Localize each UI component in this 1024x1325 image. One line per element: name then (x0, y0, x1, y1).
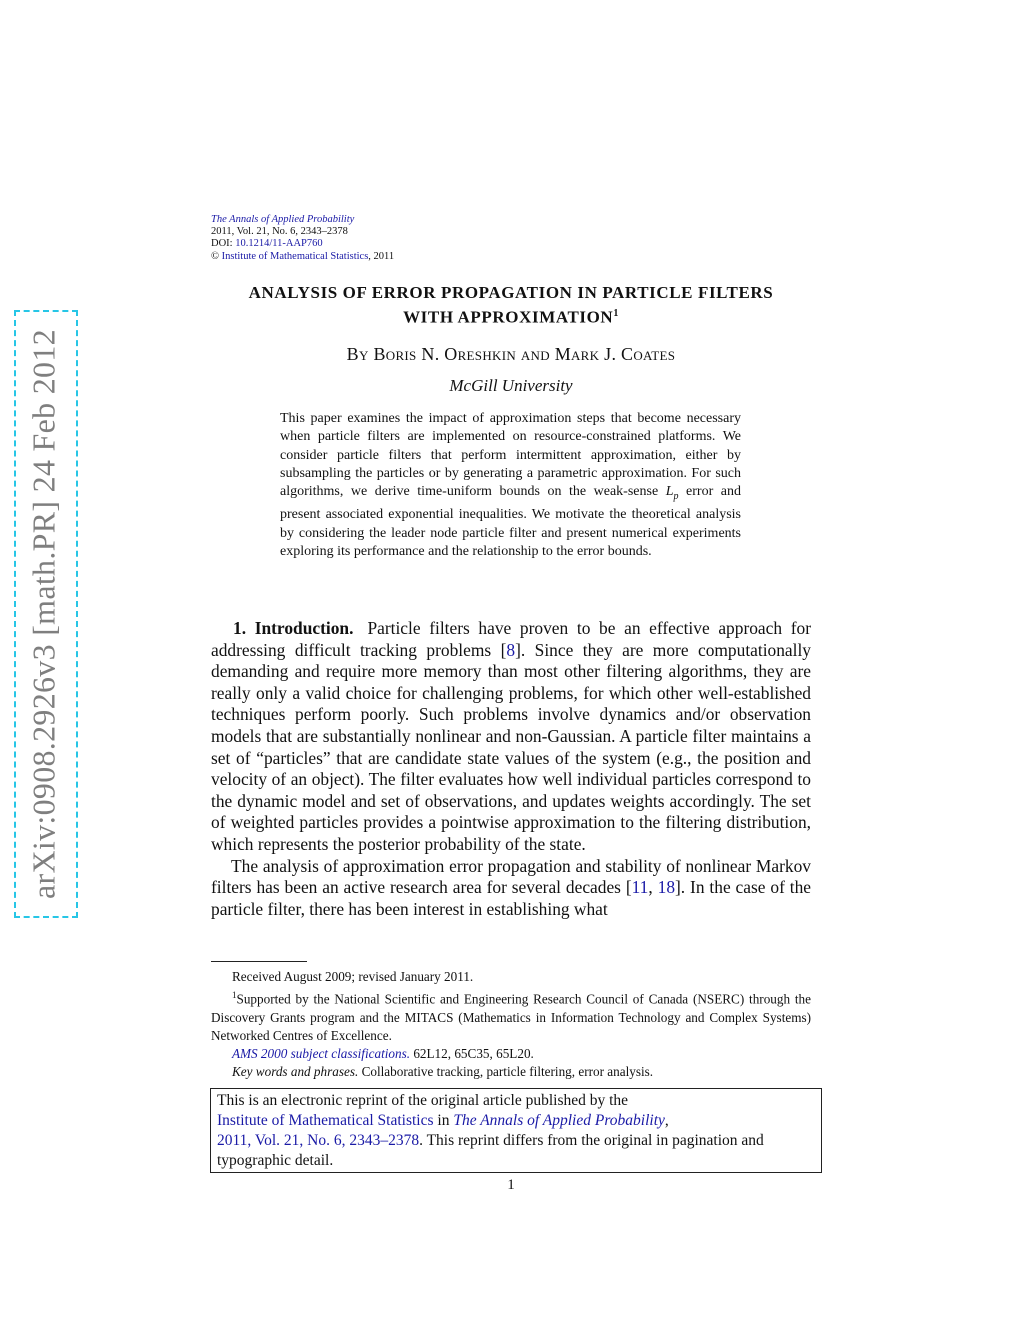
footnotes (211, 968, 811, 1082)
ams-codes: 62L12, 65C35, 65L20. (410, 1046, 534, 1062)
arxiv-stamp: arXiv:0908.2926v3 [math.PR] 24 Feb 2012 (25, 329, 62, 899)
citation-11[interactable]: 11 (631, 877, 649, 898)
reprint-rest: . This reprint differs from the original in pagination and typographic detail. (217, 1132, 764, 1169)
support-text: Supported by the National Scientific and Engineering Research Council of Canada (NSERC) through the Discovery Grants program and the MITACS (Mathematics in Information Technology and Complex Systems) Networked Centres of Excellence. (211, 991, 811, 1043)
reprint-line-1: This is an electronic reprint of the original article published by the (217, 1092, 629, 1109)
citation-8[interactable]: 8 (506, 639, 516, 660)
page-number: 1 (507, 1177, 515, 1193)
reprint-in: in (433, 1112, 454, 1129)
volume-line: 2011, Vol. 21, No. 6, 2343–2378 (211, 226, 348, 238)
keywords-text: Collaborative tracking, particle filtering, error analysis. (358, 1064, 654, 1080)
journal-link[interactable]: The Annals of Applied Probability (211, 214, 355, 225)
footnote-rule (211, 961, 307, 962)
citation-separator: , (648, 877, 658, 898)
keywords (211, 1063, 811, 1081)
title-line-2: WITH APPROXIMATION (403, 307, 614, 327)
affiliation: McGill University (449, 376, 573, 395)
reprint-institute-link[interactable]: Institute of Mathematical Statistics (217, 1112, 434, 1129)
abstract (280, 410, 741, 561)
lp-symbol: L (665, 484, 674, 500)
reprint-comma: , (664, 1112, 669, 1129)
abstract-text-2: error and present associated exponential inequalities. We motivate the theoretical analysis by considering the leader node particle filter and present numerical experiments exploring its performance and the relationship to the error bounds. (280, 484, 741, 559)
reprint-journal-link[interactable]: The Annals of Applied Probability (453, 1112, 665, 1129)
reprint-notice (210, 1088, 822, 1173)
ams-link[interactable]: AMS 2000 subject classifications. (232, 1046, 411, 1062)
intro-paragraph-2 (211, 856, 811, 921)
support-note (211, 986, 811, 1045)
doi-label: DOI: (211, 238, 236, 250)
intro-p2-b: ]. In the case of the particle filter, there has been interest in establishing what (211, 877, 811, 919)
citation-18[interactable]: 18 (657, 877, 676, 898)
authors: By Boris N. Oreshkin and Mark J. Coates (346, 344, 676, 364)
keywords-label: Key words and phrases. (232, 1064, 359, 1080)
ams-classification (211, 1045, 811, 1063)
title-footnote-mark[interactable]: 1 (613, 308, 619, 319)
introduction-section (211, 618, 811, 920)
abstract-text-1: This paper examines the impact of approximation steps that become necessary when particle filters are implemented on resource-constrained platforms. We consider particle filters that perform intermittent approximation, either by subsampling the particles or by generating a parametric approximation. For such algorithms, we derive time-uniform bounds on the weak-sense (280, 411, 741, 500)
received-note: Received August 2009; revised January 2011. (232, 969, 474, 984)
paper-title (211, 282, 811, 328)
doi-link[interactable]: 10.1214/11-AAP760 (235, 238, 323, 250)
section-heading: 1. Introduction. (233, 618, 354, 638)
institute-link[interactable]: Institute of Mathematical Statistics (221, 250, 369, 262)
lp-subscript: p (673, 490, 679, 502)
support-mark: 1 (232, 990, 237, 1001)
intro-p1-a: Particle filters have proven to be an effective approach for addressing difficult tracking problems [ (211, 618, 811, 660)
intro-p1-b: ]. Since they are more computationally demanding and require more memory than most other filtering algorithms, they are really only a valid choice for challenging problems, for which other well-established techniques perform poorly. Such problems involve dynamics and/or observation models that are substantially nonlinear and non-Gaussian. A particle filter maintains a set of “particles” that are candidate state values of the system (e.g., the position and velocity of an object). The filter evaluates how well individual particles correspond to the dynamic model and set of observations, and updates weights accordingly. The set of weighted particles provides a pointwise approximation to the filtering distribution, which represents the posterior probability of the state. (211, 639, 812, 854)
title-line-1: ANALYSIS OF ERROR PROPAGATION IN PARTICLE FILTERS (248, 283, 774, 302)
intro-paragraph-1 (211, 618, 811, 856)
intro-p2-a: The analysis of approximation error propagation and stability of nonlinear Markov filters has been an active research area for several decades [ (211, 855, 811, 898)
copyright-year: , 2011 (368, 250, 395, 262)
reprint-citation-link[interactable]: 2011, Vol. 21, No. 6, 2343–2378 (217, 1132, 420, 1149)
journal-header (211, 214, 394, 263)
copyright-symbol: © (211, 250, 219, 262)
